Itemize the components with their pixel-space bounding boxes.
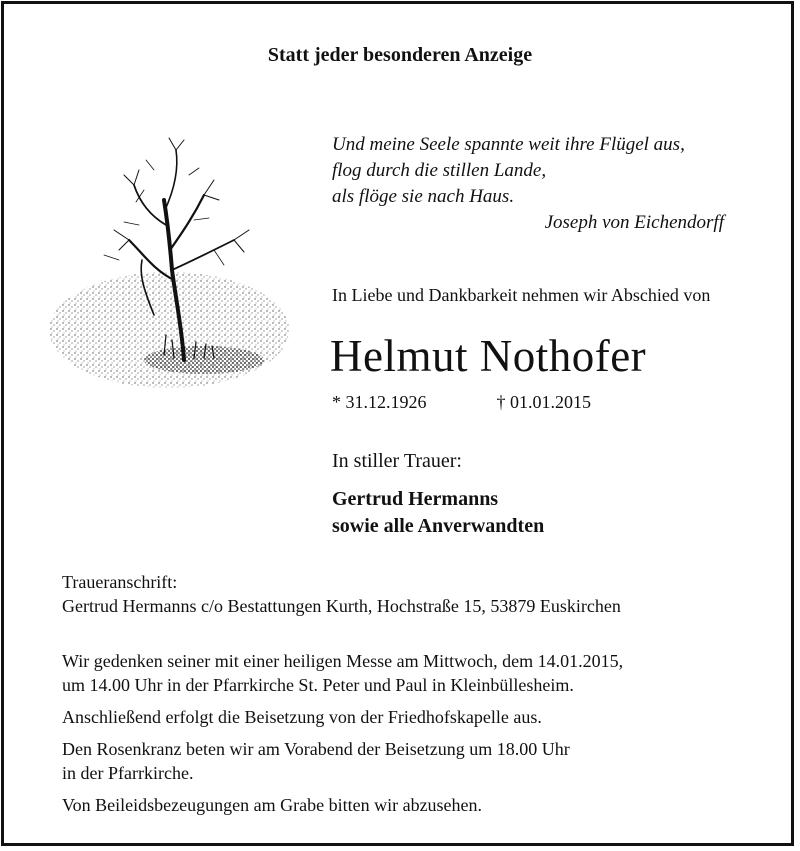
poem-line: Und meine Seele spannte weit ihre Flügel aus,: [332, 134, 685, 155]
mourners-list: [332, 486, 544, 540]
poem-line: als flöge sie nach Haus.: [332, 186, 515, 207]
condolence-line: Von Beileidsbezeugungen am Grabe bitten wir abzusehen.: [62, 795, 483, 815]
mass-line: Wir gedenken seiner mit einer heiligen Messe am Mittwoch, dem 14.01.2015,: [62, 651, 624, 671]
mourner-name: sowie alle Anverwandten: [332, 515, 545, 537]
poem-author: Joseph von Eichendorff: [544, 212, 724, 233]
mourner-name: Gertrud Hermanns: [332, 488, 499, 510]
burial-line: Anschließend erfolgt die Beisetzung von der Friedhofskapelle aus.: [62, 707, 542, 727]
farewell-intro: In Liebe und Dankbarkeit nehmen wir Abschied von: [332, 285, 711, 305]
deceased-name: Helmut Nothofer: [330, 331, 647, 381]
mourning-address: [62, 570, 621, 618]
tree-illustration: [44, 130, 294, 390]
death-date: † 01.01.2015: [496, 392, 591, 412]
rosary-line: Den Rosenkranz beten wir am Vorabend der Beisetzung um 18.00 Uhr: [62, 739, 570, 759]
address-text: Gertrud Hermanns c/o Bestattungen Kurth, Hochstraße 15, 53879 Euskirchen: [62, 596, 621, 616]
mass-line: um 14.00 Uhr in der Pfarrkirche St. Peter und Paul in Kleinbüllesheim.: [62, 675, 574, 695]
poem-line: flog durch die stillen Lande,: [332, 160, 547, 181]
rosary-info: [62, 737, 762, 785]
address-label: Traueranschrift:: [62, 572, 178, 592]
notice-heading: Statt jeder besonderen Anzeige: [267, 44, 533, 66]
mourning-label: In stiller Trauer:: [332, 450, 462, 472]
condolence-info: [62, 793, 762, 817]
poem-quote: [332, 132, 732, 236]
birth-date: * 31.12.1926: [332, 392, 427, 412]
life-dates: [332, 392, 591, 413]
burial-info: [62, 705, 762, 729]
service-info: [62, 649, 762, 825]
mass-info: [62, 649, 762, 697]
rosary-line: in der Pfarrkirche.: [62, 763, 194, 783]
